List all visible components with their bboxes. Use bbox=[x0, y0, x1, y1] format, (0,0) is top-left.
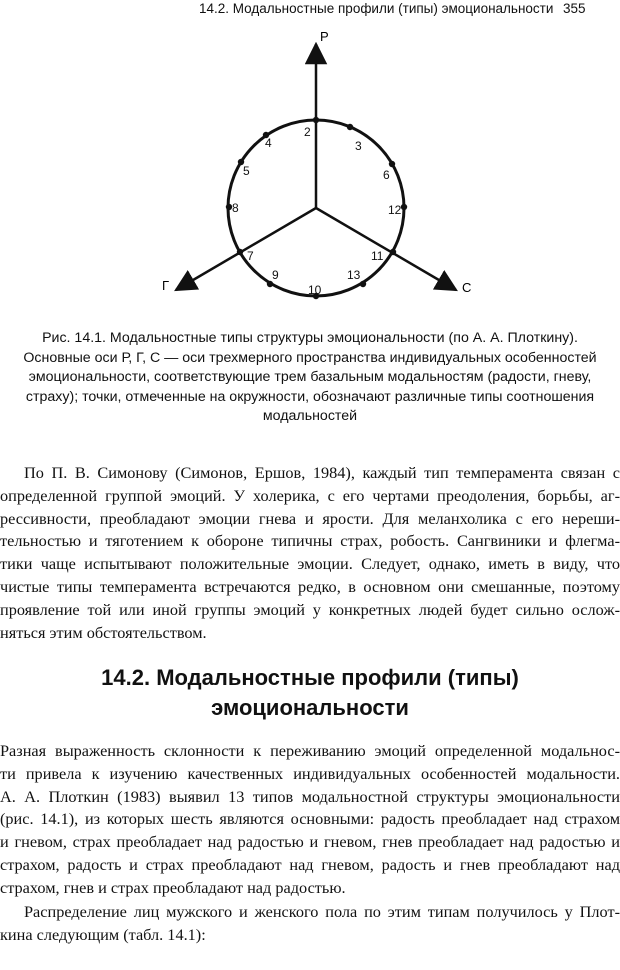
point-label-7: 7 bbox=[247, 249, 254, 263]
section-heading-line-2: эмоциональности bbox=[211, 695, 409, 720]
axis-label-p: Р bbox=[320, 29, 329, 44]
caption-line: эмоциональности, соответствующие трем базальным модальностям (радости, гневу, bbox=[28, 369, 592, 386]
point-dot-6 bbox=[389, 161, 395, 167]
text-line: определенной группой эмоций. У холерика, с его чертами преодоления, борьбы, аг- bbox=[0, 485, 620, 505]
point-label-11: 11 bbox=[371, 249, 384, 263]
text-line: А. А. Плоткин (1983) выявил 13 типов модальностной структуры эмоциональности bbox=[0, 786, 620, 806]
text-line: тики чаще испытывают положительные эмоции. Следует, однако, иметь в виду, что bbox=[0, 554, 620, 574]
text-line: и гневом, страх преобладает над радостью и гневом, гнев преобладает над радостью и bbox=[0, 832, 620, 852]
caption-line: страху); точки, отмеченные на окружности, обозначают различные типы соотношения bbox=[25, 388, 595, 405]
text-line: няться этим обстоятельством. bbox=[0, 622, 207, 642]
text-line: проявление той или иной группы эмоций у конкретных людей будет сильно ослож- bbox=[0, 599, 620, 619]
point-dot-12 bbox=[401, 204, 407, 210]
text-line: кина следующим (табл. 14.1): bbox=[0, 924, 206, 944]
text-line: тельностью и тяготением к обороне типичны страх, робость. Сангвиники и флегма- bbox=[0, 531, 620, 551]
point-label-6: 6 bbox=[383, 168, 390, 182]
point-label-13: 13 bbox=[347, 268, 361, 282]
point-dot-13 bbox=[360, 281, 366, 287]
section-heading bbox=[0, 663, 620, 723]
point-dot-11 bbox=[390, 249, 396, 255]
text-line: страхом, гнев и страх преобладают над радостью. bbox=[0, 877, 346, 897]
figure-14-1 bbox=[0, 26, 620, 316]
text-line: ти привела к изучению качественных индивидуальных особенностей модальности. bbox=[0, 763, 620, 783]
point-label-12: 12 bbox=[388, 203, 402, 217]
text-line: По П. В. Симонову (Симонов, Ершов, 1984), каждый тип темперамента связан с bbox=[24, 463, 620, 482]
section-heading-line-1: 14.2. Модальностные профили (типы) bbox=[101, 665, 519, 690]
point-dot-3 bbox=[347, 124, 353, 130]
axis-label-g: Г bbox=[162, 278, 170, 293]
text-line: рессивности, преобладают эмоции гнева и ярости. Для меланхолика с его нереши- bbox=[0, 508, 620, 528]
text-line: чистые типы темперамента встречаются редко, в основном они смешанные, поэтому bbox=[0, 576, 620, 596]
paragraph-plotkin bbox=[0, 740, 620, 900]
axis-g bbox=[176, 208, 316, 290]
point-label-2: 2 bbox=[304, 125, 311, 139]
point-dot-2 bbox=[313, 117, 319, 123]
modality-diagram bbox=[0, 26, 620, 316]
axis-label-s: С bbox=[462, 280, 472, 295]
point-label-9: 9 bbox=[272, 268, 279, 282]
point-label-3: 3 bbox=[355, 139, 362, 153]
point-dot-7 bbox=[237, 249, 243, 255]
running-header bbox=[0, 0, 620, 20]
running-header-title: 14.2. Модальностные профили (типы) эмоциональности bbox=[199, 1, 554, 16]
text-line: (рис. 14.1), из которых шесть являются основными: радость преобладает над страхом bbox=[0, 809, 620, 829]
point-label-8: 8 bbox=[232, 201, 239, 215]
axis-s bbox=[316, 208, 456, 290]
caption-line: Основные оси Р, Г, С — оси трехмерного пространства индивидуальных особенностей bbox=[23, 349, 597, 366]
caption-line: Рис. 14.1. Модальностные типы структуры эмоциональности (по А. А. Плоткину). bbox=[42, 330, 578, 346]
point-label-10: 10 bbox=[308, 283, 322, 297]
paragraph-distribution bbox=[0, 901, 620, 947]
figure-caption bbox=[0, 329, 620, 427]
point-label-4: 4 bbox=[265, 136, 272, 150]
point-label-5: 5 bbox=[243, 164, 250, 178]
text-line: страхом, радость и страх преобладают над гневом, радость и гнев преобладают над bbox=[0, 854, 620, 874]
text-line: Распределение лиц мужского и женского пола по этим типам получилось у Плот- bbox=[24, 902, 620, 921]
paragraph-simonov bbox=[0, 462, 620, 644]
page-number: 355 bbox=[563, 1, 586, 16]
text-line: Разная выраженность склонности к переживанию эмоций определенной модальнос- bbox=[0, 741, 620, 760]
caption-line: модальностей bbox=[262, 408, 358, 425]
